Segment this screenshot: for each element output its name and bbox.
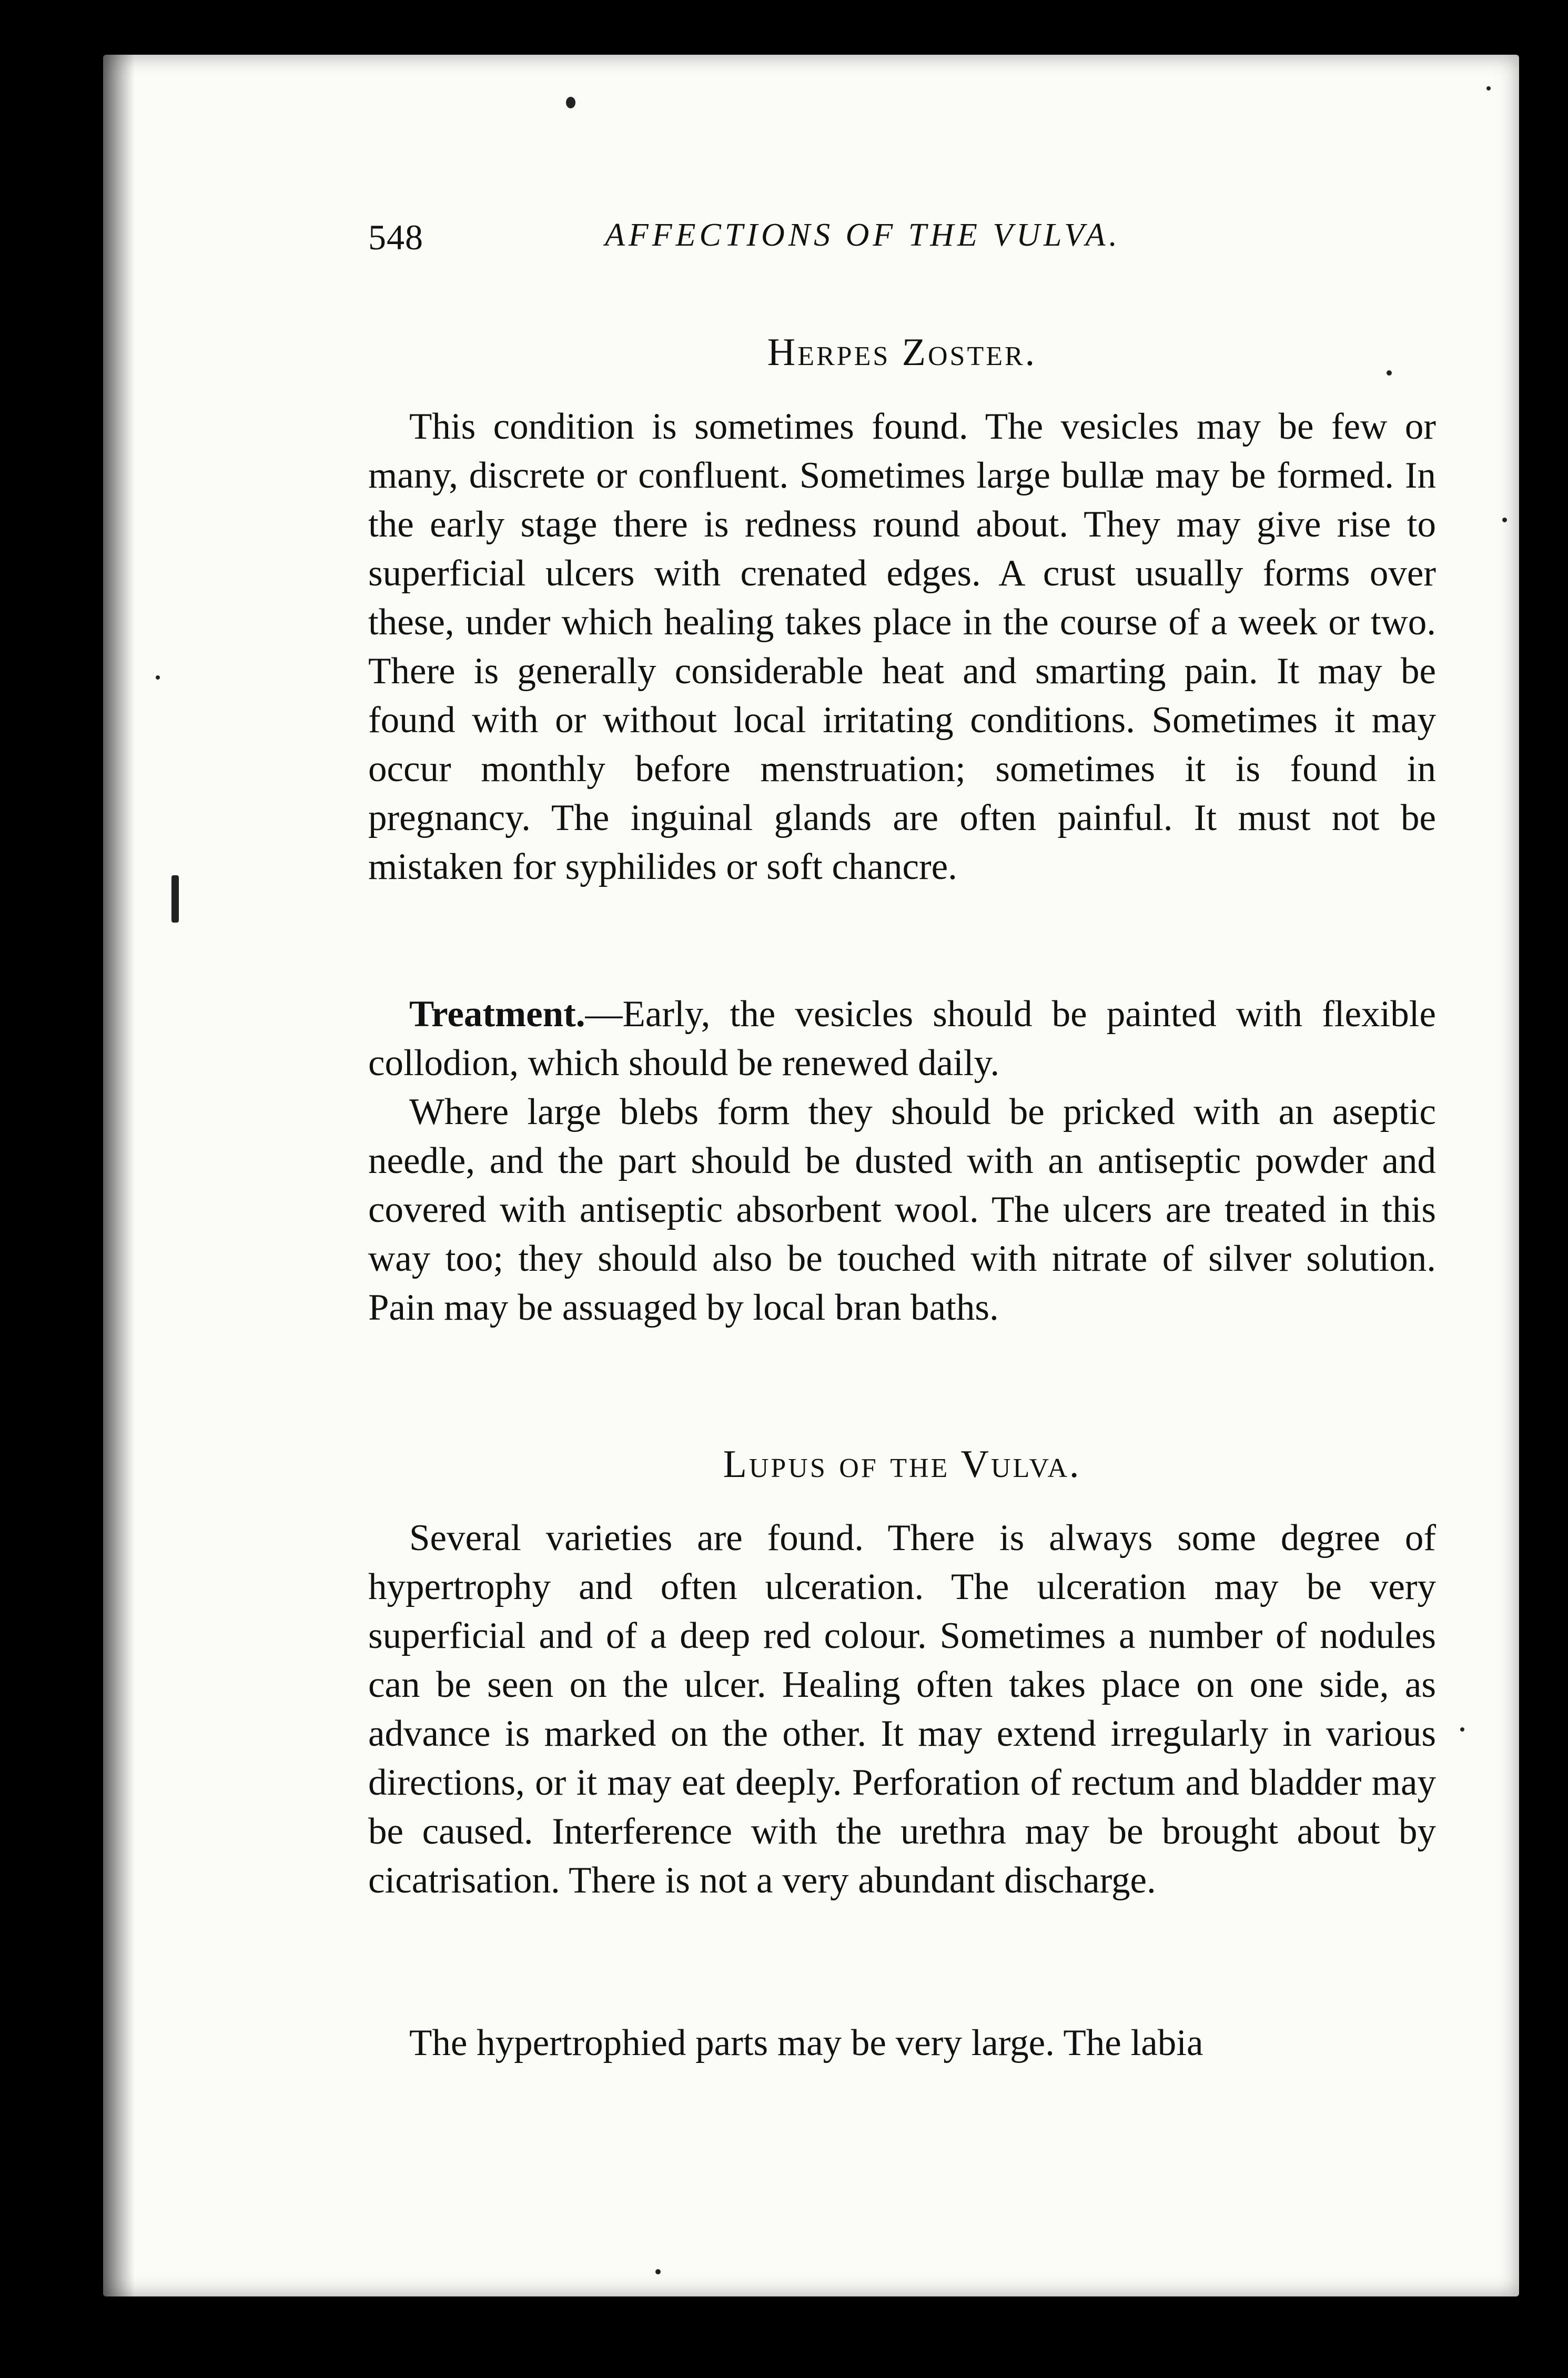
section-heading-lupus: Lupus of the Vulva.	[723, 1443, 1081, 1486]
paragraph-lupus-description: Several varieties are found. There is always some degree of hypertrophy and often ulceration. The ulceration may be very superficial and of a deep red colour. Sometimes a number of nodules can be seen on the ulcer. Healing often takes place on one side, as advance is marked on the other. It may extend irregularly in various directions, or it may eat deeply. Perforation of rectum and bladder may be caused. Interference with the urethra may be brought about by cicatrisation. There is not a very abundant discharge.	[368, 1517, 1436, 1901]
paragraph-herpes-blebs: Where large blebs form they should be pricked with an aseptic needle, and the part should be dusted with an antiseptic powder and covered with antiseptic absorbent wool. The ulcers are treated in this way too; they should also be touched with nitrate of silver solution. Pain may be assuaged by local bran baths.	[368, 1091, 1436, 1328]
page-number: 548	[368, 217, 423, 257]
section-heading-herpes-zoster: Herpes Zoster.	[767, 331, 1037, 374]
paragraph-herpes-treatment	[368, 990, 1436, 1088]
paragraph-herpes-description: This condition is sometimes found. The vesicles may be few or many, discrete or confluent. Sometimes large bullæ may be formed. In the early stage there is redness round about. They may give rise to superficial ulcers with crenated edges. A crust usually forms over these, under which healing takes place in the course of a week or two. There is generally considerable heat and smarting pain. It may be found with or without local irritating conditions. Sometimes it may occur monthly before menstruation; sometimes it is found in pregnancy. The inguinal glands are often painful. It must not be mistaken for syphilides or soft chancre.	[368, 406, 1436, 887]
running-title: AFFECTIONS OF THE VULVA.	[605, 217, 1121, 253]
running-head	[368, 217, 1436, 259]
treatment-text: —Early, the vesicles should be painted with flexible collodion, which should be renewed daily.	[368, 994, 1436, 1084]
paragraph-lupus-hypertrophy: The hypertrophied parts may be very large. The labia	[409, 2022, 1203, 2063]
treatment-lead: Treatment.	[409, 994, 585, 1035]
